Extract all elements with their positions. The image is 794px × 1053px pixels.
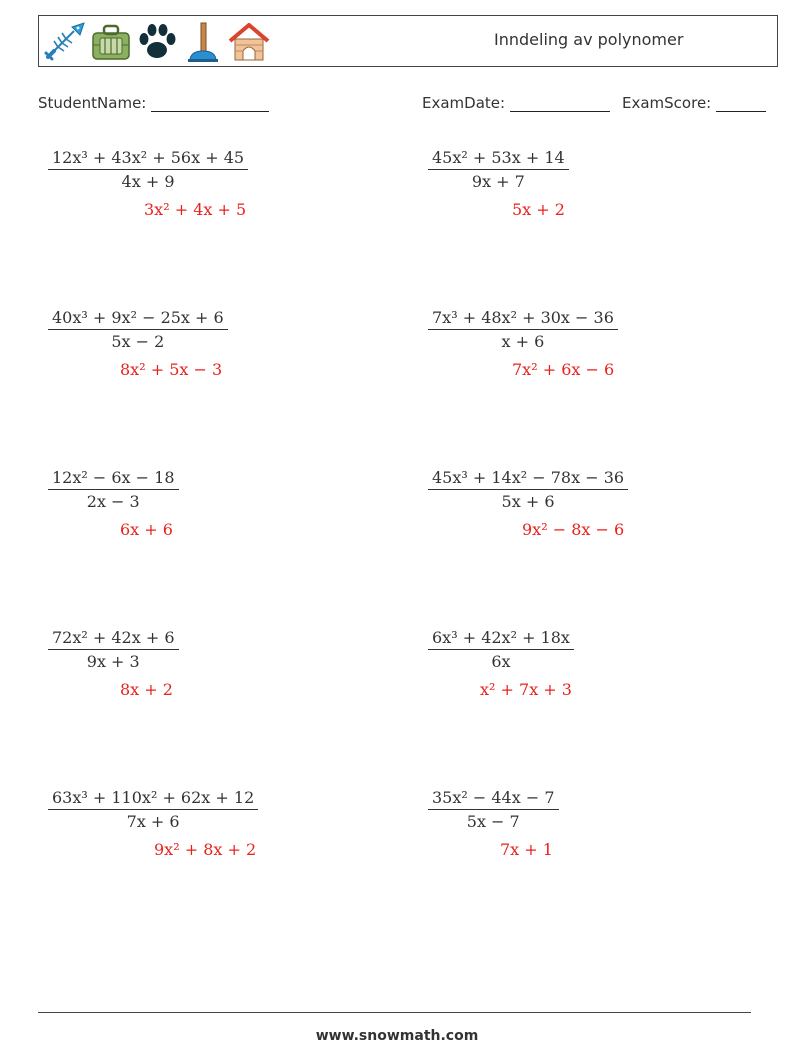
denominator: 4x + 9 [48, 169, 248, 191]
student-name-label: StudentName: [38, 94, 147, 112]
numerator: 6x³ + 42x² + 18x [432, 628, 570, 647]
problem-9 [48, 788, 258, 859]
fraction [48, 788, 258, 831]
exam-date-blank[interactable] [510, 96, 610, 112]
denominator: 5x − 2 [48, 329, 228, 351]
header-icons [44, 21, 270, 63]
denominator: 7x + 6 [48, 809, 258, 831]
answer: 7x² + 6x − 6 [512, 360, 615, 379]
answer: 8x² + 5x − 3 [120, 360, 223, 379]
fraction [48, 468, 179, 511]
fraction [428, 468, 628, 511]
answer: 9x² + 8x + 2 [154, 840, 257, 859]
exam-score-label: ExamScore: [622, 94, 712, 112]
denominator: 9x + 7 [428, 169, 569, 191]
fraction [48, 148, 248, 191]
problem-6 [428, 468, 628, 539]
student-name-blank[interactable] [151, 96, 269, 112]
fraction [428, 308, 618, 351]
fraction [428, 628, 574, 671]
fish-skeleton-icon [44, 21, 86, 63]
numerator: 45x³ + 14x² − 78x − 36 [432, 468, 625, 487]
numerator: 63x³ + 110x² + 62x + 12 [52, 788, 255, 807]
footer-divider [38, 1012, 751, 1013]
exam-date-field [422, 94, 610, 112]
worksheet-header [38, 15, 778, 67]
numerator: 35x² − 44x − 7 [432, 788, 555, 807]
fraction [48, 628, 179, 671]
fraction [48, 308, 228, 351]
problem-10 [428, 788, 559, 859]
numerator: 7x³ + 48x² + 30x − 36 [432, 308, 614, 327]
fraction [428, 148, 569, 191]
denominator: 9x + 3 [48, 649, 179, 671]
answer: x² + 7x + 3 [480, 680, 572, 699]
worksheet-title: Inndeling av polynomer [494, 30, 684, 49]
numerator: 45x² + 53x + 14 [432, 148, 565, 167]
paw-print-icon [136, 21, 178, 63]
answer: 6x + 6 [120, 520, 173, 539]
denominator: 5x − 7 [428, 809, 559, 831]
fraction [428, 788, 559, 831]
denominator: 5x + 6 [428, 489, 628, 511]
problem-3 [48, 308, 228, 379]
exam-score-field [622, 94, 766, 112]
numerator: 40x³ + 9x² − 25x + 6 [52, 308, 224, 327]
denominator: 2x − 3 [48, 489, 179, 511]
numerator: 12x³ + 43x² + 56x + 45 [52, 148, 245, 167]
answer: 8x + 2 [120, 680, 173, 699]
problem-2 [428, 148, 569, 219]
denominator: 6x [428, 649, 574, 671]
answer: 5x + 2 [512, 200, 565, 219]
student-name-field [38, 94, 269, 112]
problem-7 [48, 628, 179, 699]
answer: 3x² + 4x + 5 [144, 200, 247, 219]
answer: 9x² − 8x − 6 [522, 520, 625, 539]
exam-date-label: ExamDate: [422, 94, 506, 112]
problem-5 [48, 468, 179, 539]
numerator: 12x² − 6x − 18 [52, 468, 175, 487]
problem-8 [428, 628, 574, 699]
problem-1 [48, 148, 248, 219]
pet-carrier-icon [90, 21, 132, 63]
problem-4 [428, 308, 618, 379]
plunger-icon [182, 21, 224, 63]
exam-score-blank[interactable] [716, 96, 766, 112]
numerator: 72x² + 42x + 6 [52, 628, 175, 647]
answer: 7x + 1 [500, 840, 553, 859]
doghouse-icon [228, 21, 270, 63]
denominator: x + 6 [428, 329, 618, 351]
footer-url[interactable]: www.snowmath.com [315, 1028, 479, 1044]
